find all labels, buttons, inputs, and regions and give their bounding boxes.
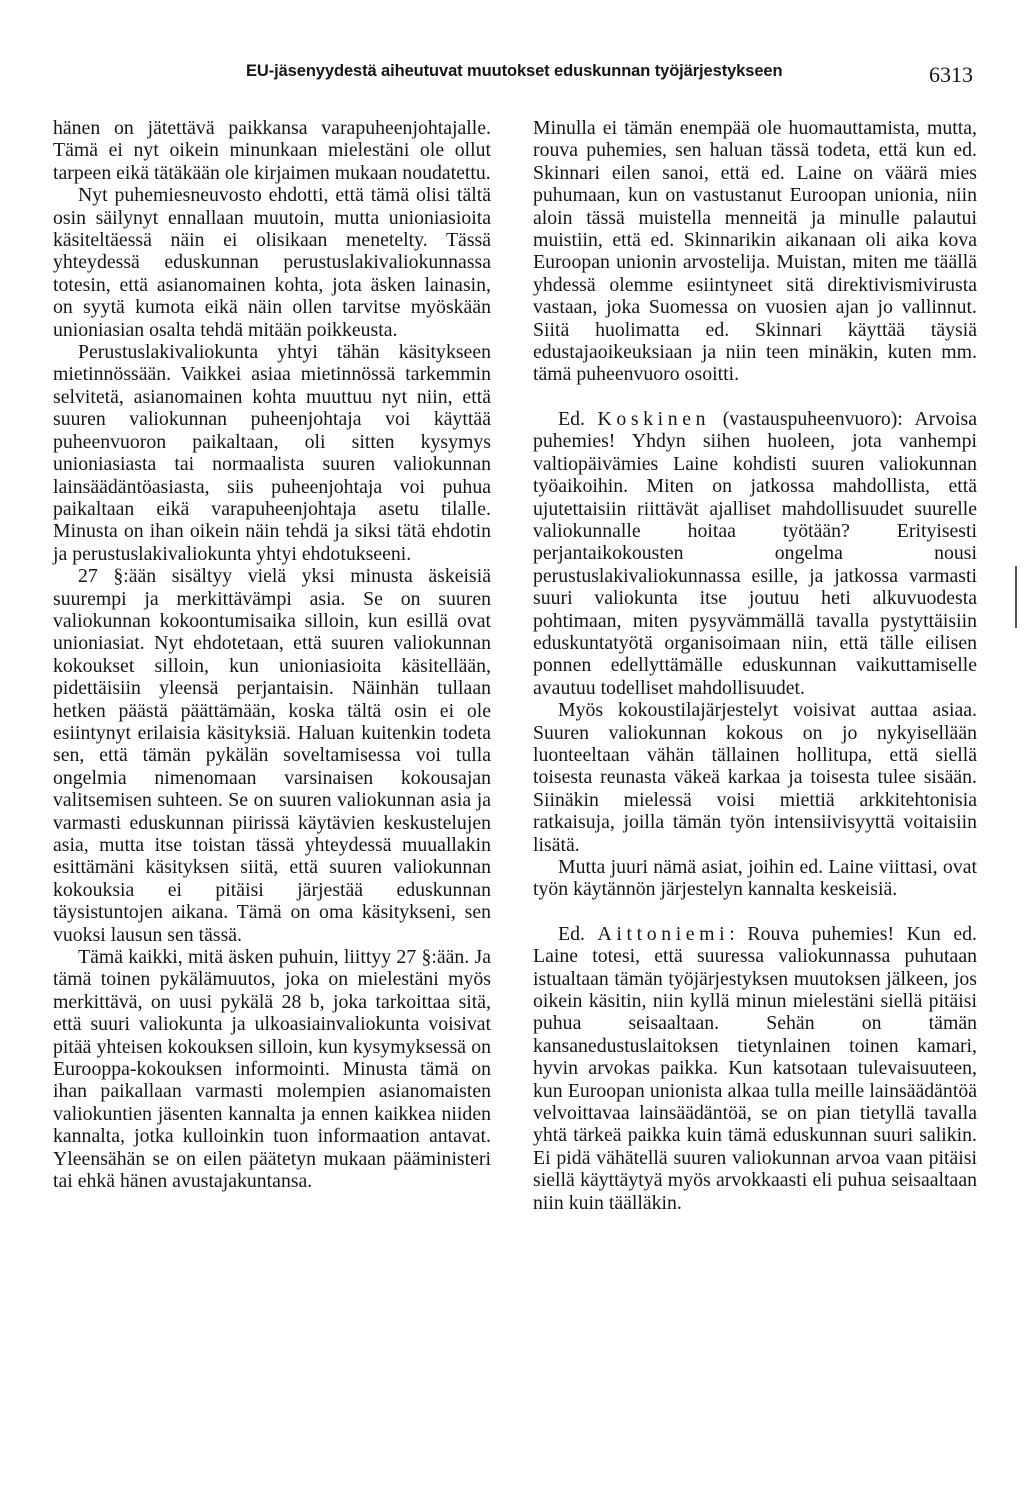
margin-rule	[1015, 566, 1017, 628]
paragraph: hänen on jätettävä paikkansa varapuheenjohtajalle. Tämä ei nyt oikein minunkaan mielestäni ole ollut tarpeen eikä tätäkään ole kirjaimen mukaan noudatettu.	[53, 117, 491, 184]
right-column	[533, 117, 977, 1214]
speaker-name: Aittoniemi	[597, 922, 730, 945]
speech-text: : Rouva puhemies! Kun ed. Laine totesi, että suuressa valiokunnassa puhutaan istualtaan tämän työjärjestyksen muutoksen jälkeen, jos oikein käsitin, niin kyllä minun mielestäni siellä pitäisi puhua seisaaltaan. Sehän on tämän kansanedustuslaitoksen tietynlainen toinen kamari, hyvin arvokas paikka. Kun katsotaan tulevaisuuteen, kun Euroopan unionista alkaa tulla meille lainsäädäntöä velvoittavaa lainsäädäntöä, se on pian tietyllä tavalla yhtä tärkeä paikka kuin tämä eduskunnan suuri salikin. Ei pidä vähätellä suuren valiokunnan arvoa vaan pitäisi siellä käyttäytyä myös arvokkaasti eli puhua seisaaltaan niin kuin täälläkin.	[533, 922, 977, 1214]
left-column	[53, 117, 491, 1193]
speaker-paragraph	[533, 923, 977, 1214]
speaker-paragraph	[533, 408, 977, 699]
paragraph: 27 §:ään sisältyy vielä yksi minusta äskeisiä suurempi ja merkittävämpi asia. Se on suuren valiokunnan kokoontumisaika silloin, kun esillä ovat unioniasiat. Nyt ehdotetaan, että suuren valiokunnan kokoukset silloin, kun unioniasioita käsitellään, pidettäisiin yleensä perjantaisin. Näinhän tullaan hetken päästä päättämään, koska tältä osin ei ole esiintynyt erilaisia käsityksiä. Haluan kuitenkin todeta sen, että tämän pykälän soveltamisessa voi tulla ongelmia nimenomaan varsinaisen kokousajan valitsemisen suhteen. Se on suuren valiokunnan asia ja varmasti eduskunnan piirissä käytävien keskustelujen asia, mutta itse toistan tässä yhteydessä muuallakin esittämäni käsityksen siitä, että suuren valiokunnan kokouksia ei pitäisi järjestää eduskunnan täysistuntojen aikana. Tämä on oma käsitykseni, sen vuoksi lausun sen tässä.	[53, 565, 491, 946]
header-title: EU-jäsenyydestä aiheutuvat muutokset eduskunnan työjärjestykseen	[246, 62, 783, 80]
paragraph: Nyt puhemiesneuvosto ehdotti, että tämä olisi tältä osin säilynyt ennallaan muutoin, mutta unioniasioita käsiteltäessä näin ei olisikaan menetelty. Tässä yhteydessä eduskunnan perustuslakivaliokunnassa totesin, että asianomainen kohta, jota äsken lainasin, on syytä kumota eikä näin ollen tarvitse myöskään unioniasian osalta tehdä mitään poikkeusta.	[53, 184, 491, 341]
paragraph: Tämä kaikki, mitä äsken puhuin, liittyy 27 §:ään. Ja tämä toinen pykälämuutos, joka on mielestäni myös merkittävä, on uusi pykälä 28 b, joka tarkoittaa sitä, että suuri valiokunta ja ulkoasiainvaliokunta voisivat pitää yhteisen kokouksen silloin, kun kysymyksessä on Eurooppa-kokouksen informointi. Minusta tämä on ihan paikallaan varmasti molempien asianomaisten valiokuntien jäsenten kannalta ja ennen kaikkea niiden kannalta, jotka kulloinkin tuon informaation antavat. Yleensähän se on eilen päätetyn mukaan pääministeri tai ehkä hänen avustajakuntansa.	[53, 946, 491, 1193]
paragraph: Myös kokoustilajärjestelyt voisivat auttaa asiaa. Suuren valiokunnan kokous on jo nykyisellään luonteeltaan vähän tällainen hollitupa, että siellä toisesta reunasta väkeä karkaa ja toisesta tulee sisään. Siinäkin mielessä voisi miettiä arkkitehtonisia ratkaisuja, joilla tämän työn intensiivisyyttä voitaisiin lisätä.	[533, 699, 977, 856]
paragraph: Perustuslakivaliokunta yhtyi tähän käsitykseen mietinnössään. Vaikkei asiaa mietinnössä tarkemmin selvitetä, asianomainen kohta muuttuu nyt niin, että suuren valiokunnan puheenjohtaja voi käyttää puheenvuoron paikaltaan, oli sitten kysymys unioniasiasta tai normaalista suuren valiokunnan lainsäädäntöasiasta, siis puheenjohtaja voi puhua paikaltaan eikä varapuheenjohtaja asetu tilalle. Minusta on ihan oikein näin tehdä ja siksi tätä ehdotin ja perustuslakivaliokunta yhtyi ehdotukseeni.	[53, 341, 491, 565]
page-number: 6313	[929, 62, 973, 87]
running-header	[0, 58, 1024, 92]
speaker-prefix: Ed.	[558, 922, 598, 945]
paragraph: Minulla ei tämän enempää ole huomauttamista, mutta, rouva puhemies, sen haluan tässä todeta, että kun ed. Skinnari eilen sanoi, että ed. Laine on väärä mies puhumaan, kun on vastustanut Euroopan unionia, niin aloin tässä muistella menneitä ja minulle palautui muistiin, että ed. Skinnarikin aikanaan oli aika kova Euroopan unionin arvostelija. Muistan, miten me täällä yhdessä olemme esiintyneet sitä direktivismivirusta vastaan, joka Suomessa on vuosien ajan jo vallinnut. Siitä huolimatta ed. Skinnari käyttää täysiä edustajaoikeuksiaan ja niin teen minäkin, kuten mm. tämä puheenvuoro osoitti.	[533, 117, 977, 386]
speaker-prefix: Ed.	[558, 407, 598, 430]
speaker-name: Koskinen	[597, 407, 711, 430]
paragraph: Mutta juuri nämä asiat, joihin ed. Laine viittasi, ovat työn käytännön järjestelyn kannalta keskeisiä.	[533, 856, 977, 901]
speech-text: (vastauspuheenvuoro): Arvoisa puhemies! Yhdyn siihen huoleen, jota vanhempi valtiopäivämies Laine kohdisti suuren valiokunnan työaikoihin. Miten on jatkossa mahdollista, että ujutettaisiin riittävät ajalliset mahdollisuudet suurelle valiokunnalle hoitaa työtään? Erityisesti perjantaikokousten ongelma nousi perustuslakivaliokunnassa esille, ja jatkossa varmasti suuri valiokunta itse joutuu heti alkuvuodesta pohtimaan, miten pysyvämmällä tavalla pystyttäisiin eduskuntatyötä organisoimaan niin, että tälle eilisen ponnen edellyttämälle eduskunnan vaikuttamiselle avautuu todelliset mahdollisuudet.	[533, 407, 977, 699]
